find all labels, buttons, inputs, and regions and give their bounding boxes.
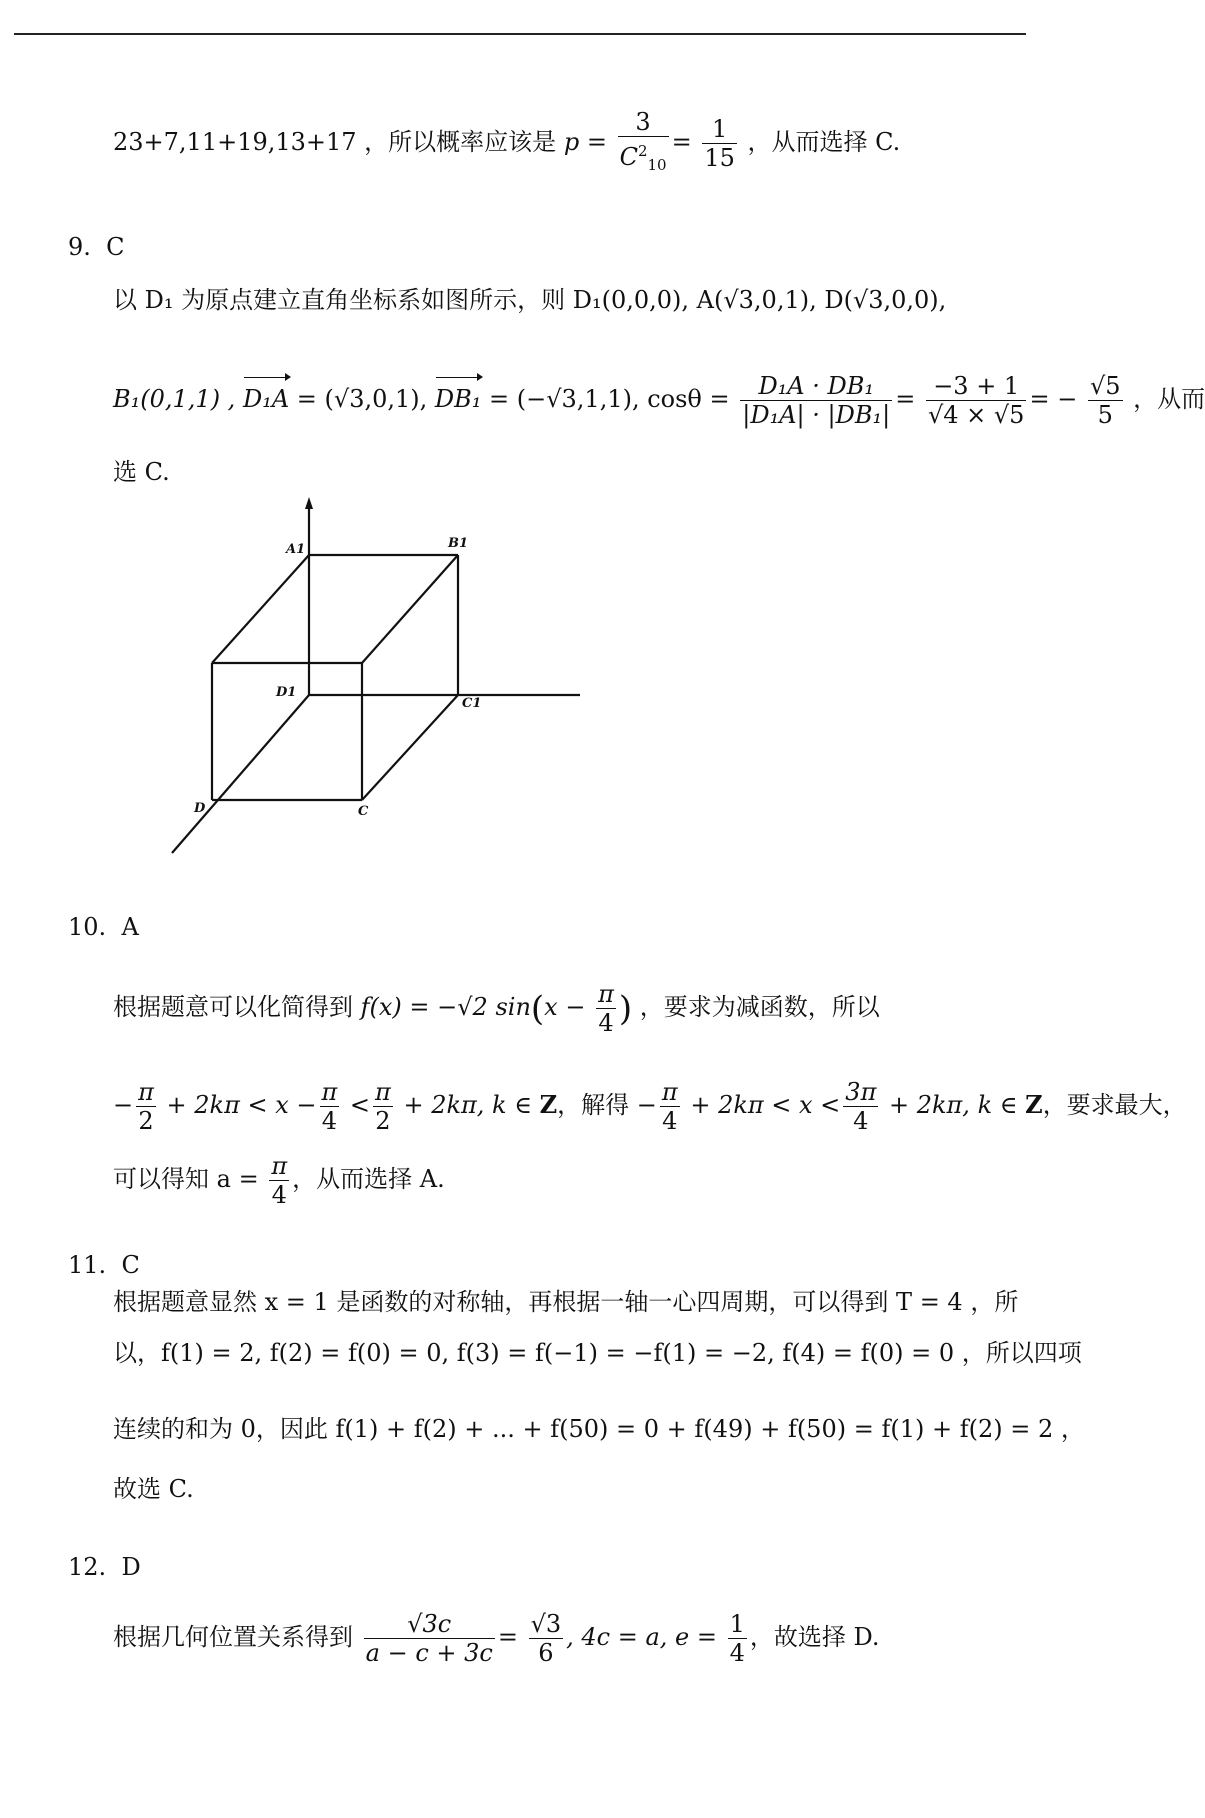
frac-den: 4 <box>853 1107 869 1135</box>
q11-number: 11. <box>68 1251 107 1279</box>
x-axis <box>172 695 309 853</box>
q8-frac1-sup: 2 <box>637 142 648 160</box>
q11-line2: 以，f(1) = 2, f(2) = f(0) = 0, f(3) = f(−1) = −f(1) = −2, f(4) = f(0) = 0 ，所以四项 <box>113 1339 1082 1367</box>
cube-diagram <box>150 495 590 855</box>
q11-line4: 故选 C. <box>113 1475 194 1503</box>
q12-line1: 根据几何位置关系得到 $\frac{√3c}{a - c + 3c}$ = $\frac{√3}{6}$ , 4c = a, e = $\frac{1}{4}$ ，故选择 D. <box>113 1610 880 1667</box>
q9-line2: B₁(0,1,1) , D₁A = (√3,0,1), DB₁ = (−√3,1,1), cosθ = $\frac{\text{D₁A · DB₁}}{\text{|D₁A| · |DB₁|}}$ = $\frac{-3 + 1}{√4 \times √5}$ = − $\frac{√5}{5}$ ，从而 <box>113 372 1205 429</box>
q10-pi4-a <box>596 980 616 1037</box>
q11-answer: C <box>121 1251 140 1279</box>
q12-prefix: 根据几何位置关系得到 <box>113 1623 353 1651</box>
q10-l3-part: 可以得知 a = <box>113 1165 259 1193</box>
q12-frac1 <box>364 1610 495 1667</box>
q8-frac2 <box>702 115 737 172</box>
q12-suffix: ，故选择 D. <box>749 1623 880 1651</box>
q10-pi2-a <box>136 1078 156 1135</box>
q10-line3 <box>113 1152 445 1209</box>
q10-pi4-b <box>320 1078 340 1135</box>
q10-l2-part: ，解得 − <box>557 1091 657 1119</box>
edge-a-a1 <box>212 555 309 663</box>
q10-3pi4 <box>843 1078 878 1135</box>
q10-answer: A <box>121 913 139 941</box>
q9-value-fraction <box>926 372 1027 429</box>
q10-number: 10. <box>68 913 107 941</box>
q9-line1: 以 D₁ 为原点建立直角坐标系如图所示，则 D₁(0,0,0), A(√3,0,1), D(√3,0,0), <box>113 286 947 314</box>
frac-den: 4 <box>271 1181 287 1209</box>
q9-cos-fraction <box>740 372 892 429</box>
q8-frac1-num: 3 <box>618 108 669 137</box>
q9-cos-num: D₁A · DB₁ <box>740 372 892 401</box>
q12-f2-num: √3 <box>530 1610 562 1638</box>
q10-pi2-b <box>373 1078 393 1135</box>
q12-heading <box>68 1550 141 1584</box>
q8-frac1-den: C <box>619 143 638 171</box>
label-d1: D1 <box>276 685 297 700</box>
q9-res-den: 5 <box>1097 401 1113 429</box>
q12-frac2 <box>529 1610 564 1667</box>
q10-set-z: Z <box>539 1090 558 1119</box>
q9-answer: C <box>106 233 125 261</box>
q9-number: 9. <box>68 233 91 261</box>
q8-frac2-den: 15 <box>704 144 735 172</box>
label-a1: A1 <box>286 542 306 557</box>
q10-pi4-c <box>660 1078 680 1135</box>
q9-val-den: √4 × √5 <box>927 401 1025 429</box>
q10-pi4-d <box>269 1152 289 1209</box>
q8-frac2-num: 1 <box>702 115 737 144</box>
label-d: D <box>194 801 206 816</box>
q10-line1: 根据题意可以化简得到 f(x) = −√2 sin(x − $\frac{\pi}{4}$ ) ，要求为减函数，所以 <box>113 980 880 1037</box>
frac-den: 2 <box>375 1107 391 1135</box>
q11-heading <box>68 1248 140 1282</box>
frac-num: 3π <box>845 1078 877 1106</box>
q12-f3-den: 4 <box>729 1639 745 1667</box>
q10-function: f(x) = −√2 sin <box>360 993 531 1021</box>
q9-val-num: −3 + 1 <box>926 372 1027 401</box>
frac-num: π <box>661 1078 678 1106</box>
q12-f2-den: 6 <box>538 1639 554 1667</box>
frac-den: 4 <box>598 1009 614 1037</box>
edge-b-b1 <box>362 555 458 663</box>
q9-vector-db1: DB₁ <box>435 382 482 416</box>
q12-number: 12. <box>68 1553 107 1581</box>
q8-text: 23+7,11+19,13+17 ，所以概率应该是 <box>113 128 564 156</box>
q10-l2-part: ，要求最大， <box>1042 1091 1187 1119</box>
q8-end-text: ，从而选择 C. <box>747 128 901 156</box>
z-axis-arrow <box>305 497 313 509</box>
q10-set-z: Z <box>1025 1090 1043 1119</box>
q9-result-fraction <box>1088 372 1123 429</box>
label-c1: C1 <box>462 696 482 711</box>
frac-den: 2 <box>138 1107 154 1135</box>
label-c: C <box>358 804 369 819</box>
q10-heading <box>68 910 139 944</box>
q12-mid: , 4c = a, e = <box>566 1623 717 1651</box>
q9-res-num: √5 <box>1089 372 1121 400</box>
q8-p-label: p <box>563 128 580 156</box>
q10-line2 <box>113 1078 1187 1135</box>
q10-l2-part: + 2kπ, k ∈ <box>403 1091 532 1119</box>
q10-l2-part: + 2kπ < x − <box>166 1091 317 1119</box>
top-rule <box>14 33 1026 35</box>
frac-num: π <box>271 1152 288 1180</box>
q10-inner: x − <box>544 993 586 1021</box>
q12-frac3 <box>728 1610 747 1667</box>
edge-c-c1 <box>362 695 458 800</box>
q8-frac1 <box>618 108 669 179</box>
q9-vector-db1-value: = (−√3,1,1), cosθ = <box>489 385 730 413</box>
frac-num: π <box>321 1078 338 1106</box>
q9-cos-den: |D₁A| · |DB₁| <box>742 401 891 429</box>
q12-f1-den: a − c + 3c <box>365 1639 493 1667</box>
frac-num: π <box>598 980 614 1008</box>
q12-f1-num: √3c <box>364 1610 495 1639</box>
q9-line3: 选 C. <box>113 458 170 486</box>
frac-num: π <box>375 1078 391 1106</box>
q8-conclusion-line: 23+7,11+19,13+17 ，所以概率应该是 p = $\frac{3}{C^2_{10}}$ = $\frac{1}{15}$ ，从而选择 C. <box>113 108 900 179</box>
q9-heading <box>68 230 125 264</box>
q9-vector-d1a-value: = (√3,0,1), <box>296 385 428 413</box>
q12-f3-num: 1 <box>729 1610 745 1638</box>
q10-l2-part: − <box>113 1091 134 1119</box>
q8-frac1-sub: 10 <box>647 156 667 174</box>
frac-den: 4 <box>662 1107 678 1135</box>
q11-line3: 连续的和为 0，因此 f(1) + f(2) + ... + f(50) = 0 + f(49) + f(50) = f(1) + f(2) = 2 ， <box>113 1415 1085 1443</box>
q9-b1: B₁(0,1,1) , <box>113 385 236 413</box>
q12-answer: D <box>121 1553 141 1581</box>
q10-l2-part: < <box>349 1091 371 1119</box>
q10-l3-part: ，从而选择 A. <box>292 1165 445 1193</box>
q11-line1: 根据题意显然 x = 1 是函数的对称轴，再根据一轴一心四周期，可以得到 T = 4 ，所 <box>113 1288 1019 1316</box>
frac-den: 4 <box>321 1107 338 1135</box>
q10-l2-part: + 2kπ, k ∈ <box>888 1091 1018 1119</box>
frac-num: π <box>138 1078 154 1106</box>
label-b1: B1 <box>448 536 469 551</box>
q10-line1-suffix: ，要求为减函数，所以 <box>639 993 880 1021</box>
q9-vector-d1a: D₁A <box>243 382 289 416</box>
q10-l2-part: + 2kπ < x < <box>690 1091 841 1119</box>
q10-line1-prefix: 根据题意可以化简得到 <box>113 993 361 1021</box>
q9-line2-end: ，从而 <box>1133 385 1205 413</box>
